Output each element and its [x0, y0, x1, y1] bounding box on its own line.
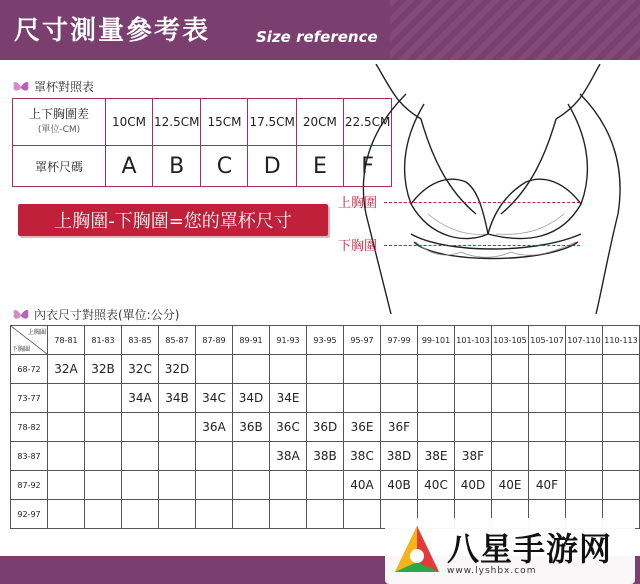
- size-cell: 32A: [48, 355, 85, 384]
- size-cell: [270, 500, 307, 529]
- cup-letter: D: [248, 146, 296, 187]
- size-cell: [122, 413, 159, 442]
- diff-value: 12.5CM: [153, 99, 201, 146]
- size-header-row: [11, 326, 640, 355]
- size-cell: 38C: [344, 442, 381, 471]
- size-cell: 34D: [233, 384, 270, 413]
- cup-size-row: [13, 146, 392, 187]
- column-header: 83-85: [122, 326, 159, 355]
- size-cell: [529, 442, 566, 471]
- size-cell: [233, 471, 270, 500]
- size-cell: [48, 500, 85, 529]
- watermark-logo-icon: [389, 522, 445, 582]
- butterfly-icon: [12, 308, 30, 322]
- size-row: [11, 471, 640, 500]
- column-header: 85-87: [159, 326, 196, 355]
- size-cell: 38F: [455, 442, 492, 471]
- size-cell: [492, 355, 529, 384]
- cup-letter: F: [343, 146, 391, 187]
- row-header: 92-97: [11, 500, 48, 529]
- size-cell: 40C: [418, 471, 455, 500]
- size-table: [10, 325, 640, 529]
- size-cell: 38D: [381, 442, 418, 471]
- cup-letter: E: [296, 146, 343, 187]
- corner-top-label: 上胸圍: [27, 329, 46, 336]
- diff-header: [13, 99, 106, 146]
- size-cell: [603, 471, 640, 500]
- watermark-url: www.lyshbx.com: [447, 566, 537, 576]
- size-cell: [307, 471, 344, 500]
- column-header: 89-91: [233, 326, 270, 355]
- cup-letter: A: [106, 146, 153, 187]
- size-cell: [159, 500, 196, 529]
- size-cell: 34C: [196, 384, 233, 413]
- size-cell: [492, 384, 529, 413]
- size-cell: [418, 355, 455, 384]
- size-cell: [85, 384, 122, 413]
- cup-section-title: 罩杯對照表: [34, 80, 95, 94]
- size-cell: [381, 384, 418, 413]
- size-row: [11, 413, 640, 442]
- size-cell: [307, 384, 344, 413]
- size-cell: [159, 413, 196, 442]
- size-cell: 38A: [270, 442, 307, 471]
- size-cell: [196, 471, 233, 500]
- size-cell: [455, 384, 492, 413]
- size-cell: [196, 442, 233, 471]
- size-cell: [270, 355, 307, 384]
- size-cell: [122, 500, 159, 529]
- size-cell: [603, 413, 640, 442]
- size-cell: 32D: [159, 355, 196, 384]
- column-header: 87-89: [196, 326, 233, 355]
- size-cell: 34E: [270, 384, 307, 413]
- bra-drawing: [336, 64, 640, 314]
- header-banner: [0, 0, 640, 60]
- upper-chest-line: [384, 202, 580, 203]
- size-cell: 36F: [381, 413, 418, 442]
- size-cell: [307, 500, 344, 529]
- size-cell: [270, 471, 307, 500]
- size-cell: 40E: [492, 471, 529, 500]
- size-cell: 36C: [270, 413, 307, 442]
- size-cell: [529, 384, 566, 413]
- column-header: 81-83: [85, 326, 122, 355]
- cup-diff-row: [13, 99, 392, 146]
- column-header: 78-81: [48, 326, 85, 355]
- under-chest-line: [384, 245, 580, 246]
- column-header: 91-93: [270, 326, 307, 355]
- watermark-text: 八星手游网: [447, 530, 613, 568]
- cup-letter: C: [201, 146, 248, 187]
- diff-label: 上下胸圍差: [28, 107, 89, 121]
- size-cell: [418, 413, 455, 442]
- size-cell: [344, 355, 381, 384]
- corner-bottom-label: 下胸圍: [12, 346, 31, 353]
- size-cell: [85, 471, 122, 500]
- size-cell: 36A: [196, 413, 233, 442]
- corner-cell: [11, 326, 48, 355]
- size-cell: 40F: [529, 471, 566, 500]
- size-row: [11, 384, 640, 413]
- size-cell: [455, 413, 492, 442]
- size-cell: 36D: [307, 413, 344, 442]
- size-cell: 34B: [159, 384, 196, 413]
- row-header: 78-82: [11, 413, 48, 442]
- size-cell: [455, 355, 492, 384]
- diff-value: 10CM: [106, 99, 153, 146]
- size-cell: [307, 355, 344, 384]
- cup-letter: B: [153, 146, 201, 187]
- size-cell: [48, 413, 85, 442]
- size-cell: [85, 500, 122, 529]
- size-row: [11, 442, 640, 471]
- size-cell: [566, 384, 603, 413]
- size-cell: 32B: [85, 355, 122, 384]
- size-cell: [233, 500, 270, 529]
- size-section-title: 內衣尺寸對照表(單位:公分): [34, 308, 180, 322]
- size-cell: [529, 413, 566, 442]
- size-cell: 36B: [233, 413, 270, 442]
- column-header: 107-110: [566, 326, 603, 355]
- size-cell: [159, 442, 196, 471]
- size-row: [11, 355, 640, 384]
- row-header: 73-77: [11, 384, 48, 413]
- cup-formula-banner: 上胸圍-下胸圍=您的罩杯尺寸: [18, 204, 328, 236]
- column-header: 93-95: [307, 326, 344, 355]
- column-header: 103-105: [492, 326, 529, 355]
- size-cell: [566, 471, 603, 500]
- size-cell: [233, 442, 270, 471]
- size-cell: [603, 442, 640, 471]
- size-cell: [48, 442, 85, 471]
- size-cell: [566, 413, 603, 442]
- size-cell: 38E: [418, 442, 455, 471]
- column-header: 110-113: [603, 326, 640, 355]
- cup-section-label: [12, 78, 94, 95]
- size-cell: [122, 471, 159, 500]
- size-cell: [233, 355, 270, 384]
- size-cell: 38B: [307, 442, 344, 471]
- size-cell: [603, 355, 640, 384]
- row-header: 87-92: [11, 471, 48, 500]
- size-cell: [122, 442, 159, 471]
- size-cell: [344, 384, 381, 413]
- size-cell: 36E: [344, 413, 381, 442]
- size-cell: [418, 384, 455, 413]
- column-header: 101-103: [455, 326, 492, 355]
- row-header: 68-72: [11, 355, 48, 384]
- size-cell: 40A: [344, 471, 381, 500]
- header-stripe: [390, 0, 640, 60]
- size-cell: [344, 500, 381, 529]
- size-section-label: [12, 306, 179, 323]
- size-cell: [603, 384, 640, 413]
- page-title: 尺寸測量參考表: [14, 16, 211, 46]
- size-cell: [492, 442, 529, 471]
- column-header: 97-99: [381, 326, 418, 355]
- diff-value: 20CM: [296, 99, 343, 146]
- column-header: 105-107: [529, 326, 566, 355]
- size-cell: [48, 471, 85, 500]
- size-cell: [196, 355, 233, 384]
- size-cell: [381, 355, 418, 384]
- row-header: 83-87: [11, 442, 48, 471]
- size-cell: [566, 442, 603, 471]
- diff-value: 17.5CM: [248, 99, 296, 146]
- diff-value: 22.5CM: [343, 99, 391, 146]
- upper-chest-label: 上胸圍: [338, 196, 378, 211]
- size-cell: 32C: [122, 355, 159, 384]
- diff-value: 15CM: [201, 99, 248, 146]
- size-cell: [529, 355, 566, 384]
- page-subtitle: Size reference: [256, 28, 378, 46]
- size-cell: [566, 355, 603, 384]
- size-cell: 34A: [122, 384, 159, 413]
- size-cell: [85, 413, 122, 442]
- size-cell: [492, 413, 529, 442]
- cup-size-label: 罩杯尺碼: [13, 146, 106, 187]
- size-cell: [48, 384, 85, 413]
- butterfly-icon: [12, 80, 30, 94]
- size-cell: [85, 442, 122, 471]
- size-cell: [159, 471, 196, 500]
- size-cell: 40D: [455, 471, 492, 500]
- bra-illustration: [336, 64, 640, 314]
- watermark: [385, 518, 635, 584]
- column-header: 99-101: [418, 326, 455, 355]
- size-cell: [196, 500, 233, 529]
- under-chest-label: 下胸圍: [338, 239, 378, 254]
- column-header: 95-97: [344, 326, 381, 355]
- diff-unit: (單位-CM): [37, 125, 81, 135]
- size-cell: 40B: [381, 471, 418, 500]
